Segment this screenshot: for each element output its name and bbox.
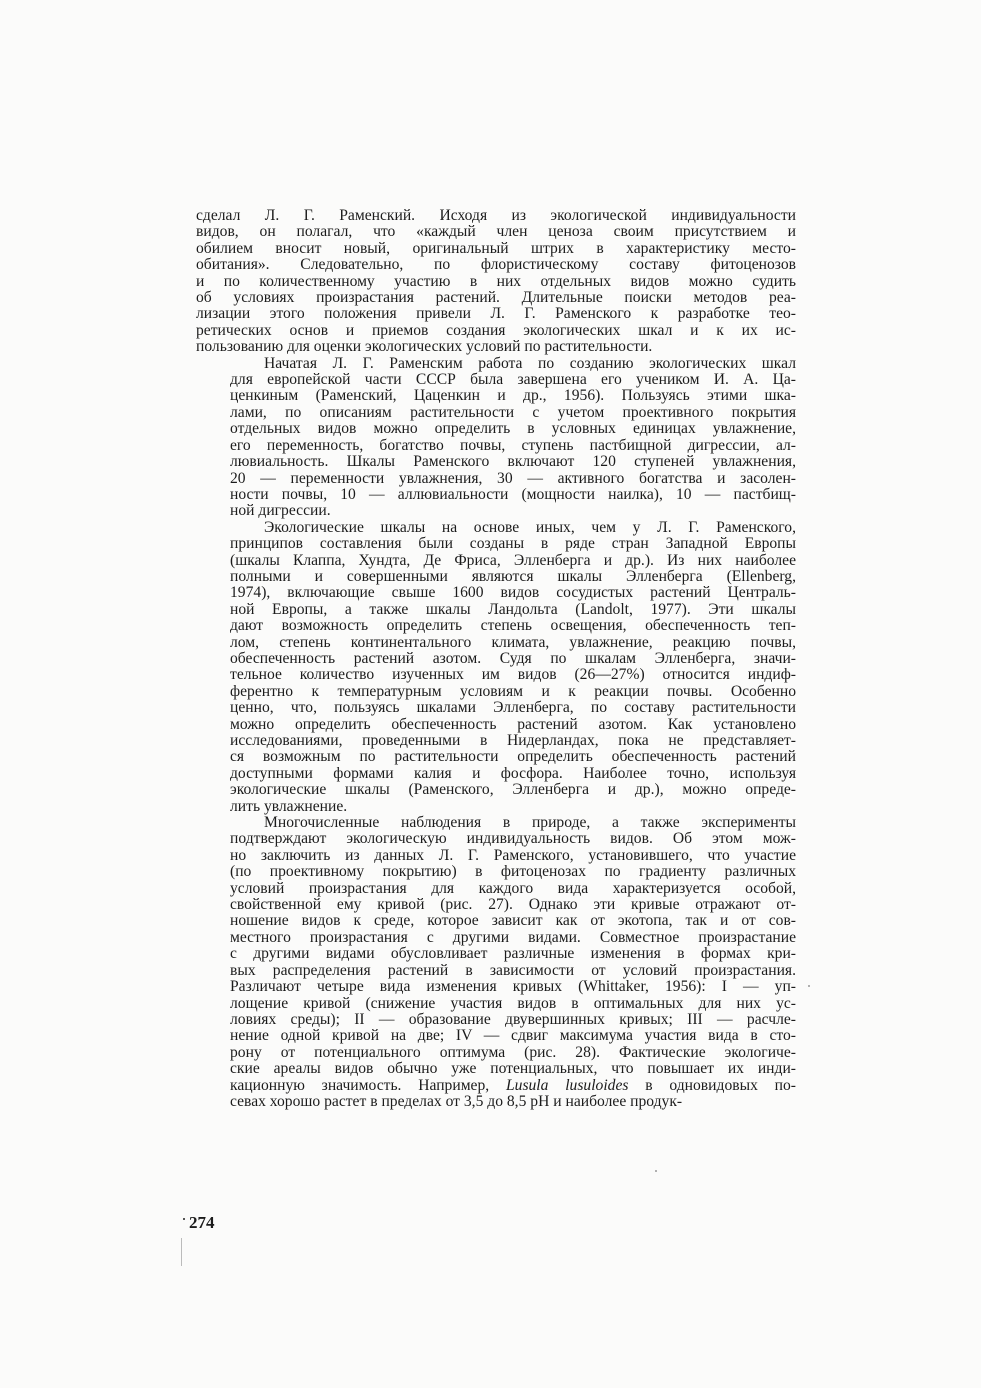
text-line: лощение кривой (снижение участия видов в оптимальных для них ус- (230, 995, 796, 1012)
text-line: нение одной кривой на две; IV — сдвиг максимума участия вида в сто- (230, 1028, 796, 1045)
text-line: ся возможным по растительности определить обеспеченность растений (230, 749, 796, 766)
text-line: обеспеченность растений азотом. Судя по шкалам Элленберга, значи- (230, 650, 796, 667)
text-line: 20 — переменности увлажнения, 30 — активного богатства и засолен- (230, 470, 796, 487)
text-line: видов, он полагал, что «каждый член ценоза своим присутствием и (196, 224, 796, 241)
text-line: ловиях среды); II — образование двувершинных кривых; III — расчле- (230, 1011, 796, 1028)
text-line: ной Европы, а также шкалы Ландольта (Landolt, 1977). Эти шкалы (230, 601, 796, 618)
text-line: ценкиным (Раменский, Цаценкин и др., 1956). Пользуясь этими шка- (230, 388, 796, 405)
text-line: доступными формами калия и фосфора. Наиболее точно, используя (230, 765, 796, 782)
text-line: (по проективному покрытию) в фитоценозах по градиенту различных (230, 864, 796, 881)
text-line: лить увлажнение. (230, 798, 348, 815)
text-line: лизации этого положения привели Л. Г. Раменского к разработке тео- (196, 306, 796, 323)
text-line: и по количественному участию в них отдельных видов можно судить (196, 273, 796, 290)
text-line: ценно, что, пользуясь шкалами Элленберга, по составу растительности (230, 700, 796, 717)
text-line: его переменность, богатство почвы, ступень пастбищной дигрессии, ал- (230, 437, 796, 454)
paragraph (196, 356, 796, 520)
page-number-tick (183, 1218, 185, 1220)
text-line: отдельных видов можно определить в условных единицах увлажнение, (230, 421, 796, 438)
text-line: исследованиями, проведенными в Нидерландах, пока не представляет- (230, 733, 796, 749)
text-line: об условиях произрастания растений. Длительные поиски методов реа- (196, 290, 796, 307)
text-line: пользованию для оценки экологических условий по растительности. (196, 339, 653, 356)
text-line: подтверждают экологическую индивидуальность видов. Об этом мож- (230, 831, 796, 848)
text-line: 1974), включающие свыше 1600 видов сосудистых растений Централь- (230, 585, 796, 602)
paragraph (196, 208, 796, 356)
paragraph (196, 520, 796, 815)
text-line: кационную значимость. Например, Lusula lusuloides в одновидовых по- (230, 1077, 796, 1094)
text-line: полными и совершенными являются шкалы Элленберга (Ellenberg, (230, 568, 796, 585)
text-line: обилием вносит новый, оригинальный штрих в характеристику место- (196, 240, 796, 257)
text-line: лами, по описаниям растительности с учетом проективного покрытия (230, 404, 796, 421)
text-line: лювиальность. Шкалы Раменского включают 120 ступеней увлажнения, (230, 454, 796, 471)
paragraph (196, 815, 796, 1110)
gutter-mark (181, 1238, 182, 1266)
page-number (189, 1213, 215, 1233)
text-line: ношение видов к среде, которое зависит как от экотопа, так и от сов- (230, 913, 796, 930)
text-line: ские ареалы видов обычно у́же потенциальных, что повышает их инди- (230, 1061, 796, 1078)
text-line: сделал Л. Г. Раменский. Исходя из экологической индивидуальности (196, 208, 796, 224)
text-line: обитания». Следовательно, по флористическому составу фитоценозов (196, 257, 796, 274)
text-line: для европейской части СССР была завершена его учеником И. А. Ца- (230, 372, 796, 389)
text-line: но заключить из данных Л. Г. Раменского, установившего, что участие (230, 847, 796, 864)
margin-speck (655, 1170, 657, 1172)
text-line: ной дигрессии. (230, 503, 331, 520)
text-line: вых распределения растений в зависимости от условий произрастания. (230, 962, 796, 979)
text-line: с другими видами обусловливает различные изменения в формах кри- (230, 946, 796, 963)
text-line: Многочисленные наблюдения в природе, а также эксперименты (264, 815, 796, 832)
page-number-label: 274 (189, 1213, 215, 1232)
text-line: севах хорошо растет в пределах от 3,5 до 8,5 pH и наиболее продук- (230, 1093, 683, 1110)
text-line: можно определить обеспеченность растений азотом. Как установлено (230, 716, 796, 733)
text-line: принципов составления были созданы в ряде стран Западной Европы (230, 536, 796, 553)
text-line: Начатая Л. Г. Раменским работа по созданию экологических шкал (264, 355, 796, 372)
text-line: местного произрастания с другими видами. Совместное произрастание (230, 929, 796, 946)
text-line: дают возможность определить степень освещения, обеспеченность теп- (230, 618, 796, 635)
text-line: условий произрастания для каждого вида характеризуется особой, (230, 880, 796, 897)
text-line: Экологические шкалы на основе иных, чем у Л. Г. Раменского, (264, 519, 796, 536)
text-line: Различают четыре вида изменения кривых (Whittaker, 1956): I — уп- (230, 979, 796, 996)
text-line: (шкалы Клаппа, Хундта, Де Фриса, Элленберга и др.). Из них наиболее (230, 552, 796, 569)
text-line: тельное количество изученных им видов (26—27%) относится индиф- (230, 667, 796, 684)
text-line: свойственной ему кривой (рис. 27). Однако эти кривые отражают от- (230, 897, 796, 914)
species-name: Lusula lusuloides (505, 1077, 629, 1094)
text-line: ности почвы, 10 — аллювиальности (мощности наилка), 10 — пастбищ- (230, 486, 796, 503)
text-line: ферентно к температурным условиям и к реакции почвы. Особенно (230, 683, 796, 700)
text-line: лом, степень континентального климата, увлажнение, реакцию почвы, (230, 634, 796, 651)
margin-speck (808, 985, 810, 987)
text-line: рону от потенциального оптимума (рис. 28). Фактические экологиче- (230, 1044, 796, 1061)
text-line: экологические шкалы (Раменского, Элленберга и др.), можно опреде- (230, 782, 796, 799)
page-body-text (196, 208, 796, 1110)
text-line: ретических основ и приемов создания экологических шкал и к их ис- (196, 322, 796, 339)
